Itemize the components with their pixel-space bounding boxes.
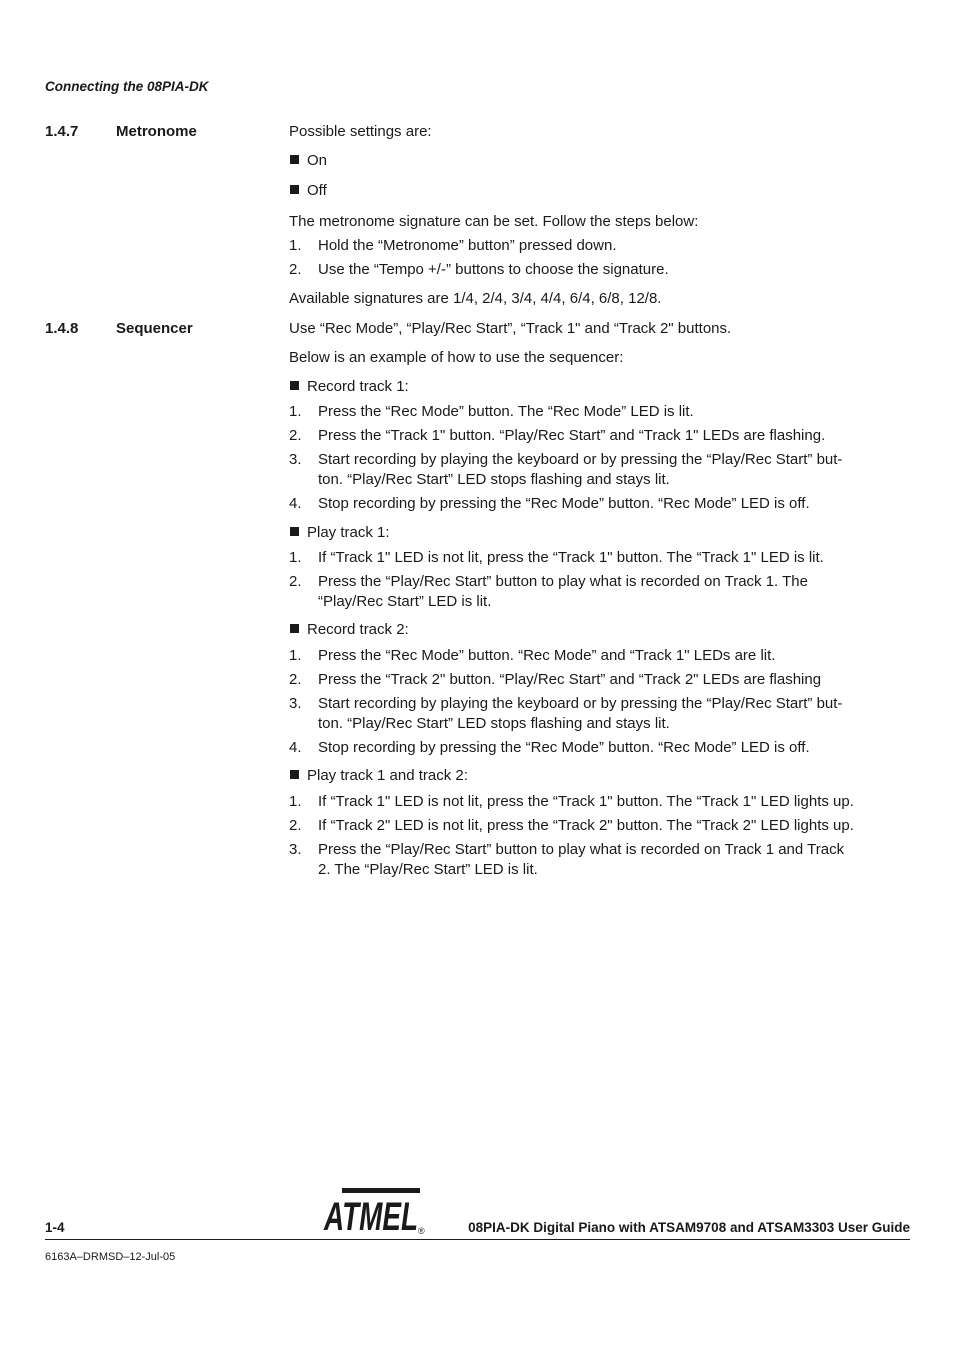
bullet-square-icon <box>290 155 299 164</box>
list-item: Off <box>290 181 327 201</box>
group-label: Play track 1: <box>290 523 390 543</box>
section-title-metronome: Metronome <box>116 123 197 140</box>
footer-divider <box>45 1239 910 1240</box>
metronome-signature-intro: The metronome signature can be set. Follow the steps below: <box>289 213 699 230</box>
page-number: 1-4 <box>45 1220 65 1235</box>
svg-text:ATMEL: ATMEL <box>323 1195 418 1236</box>
section-number-sequencer: 1.4.8 <box>45 320 79 337</box>
section-number-metronome: 1.4.7 <box>45 123 79 140</box>
group-label: Record track 1: <box>290 377 409 397</box>
guide-title: 08PIA-DK Digital Piano with ATSAM9708 and ATSAM3303 User Guide <box>468 1220 910 1235</box>
bullet-square-icon <box>290 527 299 536</box>
group-label: Record track 2: <box>290 620 409 640</box>
bullet-square-icon <box>290 770 299 779</box>
sequencer-example-intro: Below is an example of how to use the sequencer: <box>289 349 624 366</box>
document-code: 6163A–DRMSD–12-Jul-05 <box>45 1251 176 1263</box>
bullet-square-icon <box>290 185 299 194</box>
list-item: On <box>290 151 327 171</box>
group-label: Play track 1 and track 2: <box>290 766 468 786</box>
running-header: Connecting the 08PIA-DK <box>45 79 209 94</box>
atmel-logo <box>322 1186 430 1236</box>
bullet-square-icon <box>290 381 299 390</box>
metronome-available: Available signatures are 1/4, 2/4, 3/4, 4/4, 6/4, 6/8, 12/8. <box>289 290 662 307</box>
sequencer-intro: Use “Rec Mode”, “Play/Rec Start”, “Track 1" and “Track 2" buttons. <box>289 320 732 337</box>
svg-text:®: ® <box>418 1226 425 1236</box>
metronome-intro: Possible settings are: <box>289 123 432 140</box>
bullet-square-icon <box>290 624 299 633</box>
section-title-sequencer: Sequencer <box>116 320 193 337</box>
